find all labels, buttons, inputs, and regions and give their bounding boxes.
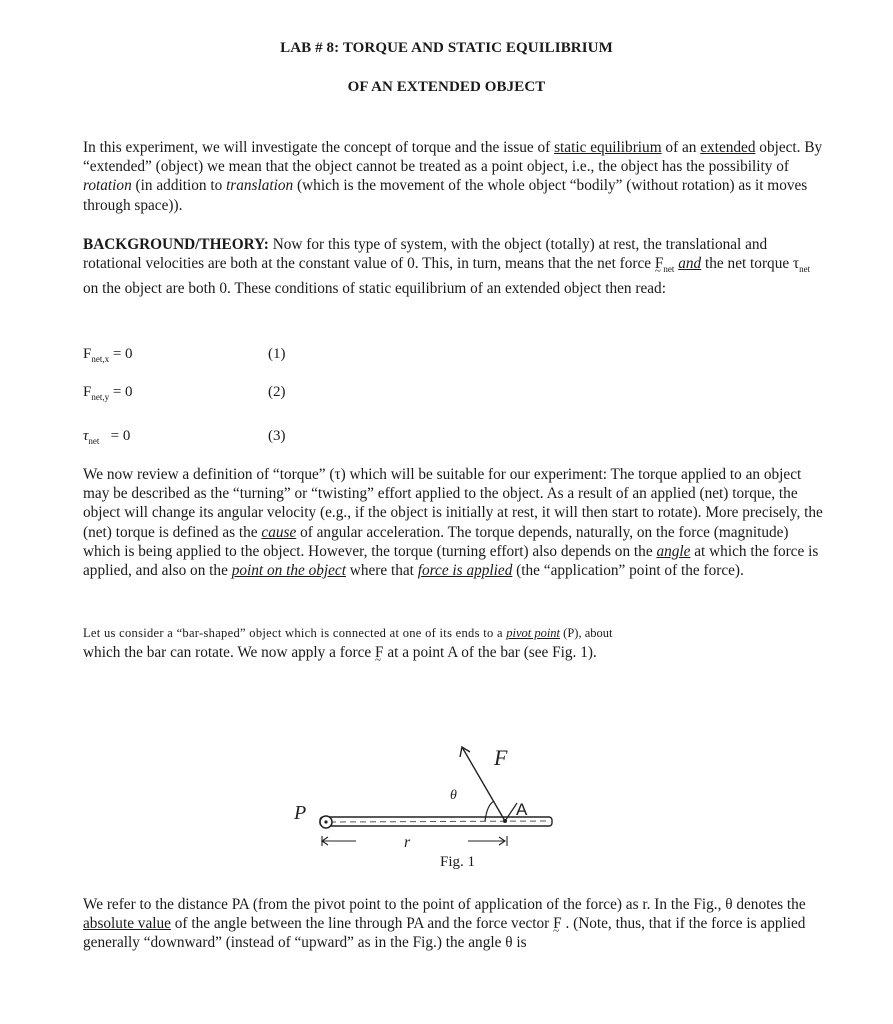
intro-text-5: (which is the movement of the whole object “bodily” (without rotation) as it moves through space)). (83, 177, 808, 214)
intro-underline-extended: extended (700, 139, 756, 156)
background-heading: BACKGROUND/THEORY: (83, 236, 269, 253)
background-text-2: the net torque (701, 255, 793, 273)
eq2-rhs: = 0 (112, 384, 133, 400)
torque-angle: angle (656, 542, 691, 560)
figure-1-diagram (280, 735, 580, 855)
figure-caption: Fig. 1 (440, 854, 476, 870)
fnet-subscript: net (663, 264, 675, 275)
pivot-center (324, 820, 327, 823)
label-f: F (494, 745, 508, 770)
background-text-1: Now for this type of system, with the object (totally) at rest, the translational and rotational velocities are both at the constant value of 0. This, in turn, means that the net force (83, 236, 768, 273)
eq3-rhs: = 0 (110, 428, 131, 444)
bar-force-symbol (375, 643, 384, 662)
torque-text-2: of angular acceleration. The torque depends, naturally, on the force (magnitude) which is being applied to the object. However, the torque (turning effort) also depends on the (83, 523, 789, 560)
intro-italic-translation: translation (226, 177, 294, 195)
torque-text-5: (the “application” point of the force). (512, 562, 744, 580)
intro-underline-static-equilibrium: static equilibrium (554, 139, 662, 156)
background-text-3: on the object are both 0. These conditions of static equilibrium of an extended object then read: (83, 280, 666, 298)
last-absolute-value: absolute value (83, 915, 171, 933)
intro-paragraph (83, 138, 823, 215)
fnet-symbol (655, 254, 664, 273)
torque-point-on-object: point on the object (231, 562, 346, 580)
bar-text-4: at a point A of the bar (see Fig. 1). (383, 644, 597, 662)
tau-symbol: τ (792, 255, 800, 273)
bar-text-3: which the bar can rotate. We now apply a force (83, 644, 375, 662)
label-a: A (516, 800, 528, 819)
torque-text-1: We now review a definition of “torque” (τ) which will be suitable for our experiment: The torque applied to an object may be described as the “turning” or “twisting” effort applied to the object. As a result of an applied (net) torque, the object will change its angular velocity (e.g., if the object is initially at rest, it will then start to rotate). More precisely, the (net) torque is defined as the (83, 466, 823, 541)
background-and: and (678, 255, 702, 273)
eq2-number: (2) (268, 384, 286, 400)
label-p: P (294, 802, 307, 824)
angle-arc (485, 801, 494, 821)
last-text-3: . (Note, thus, that if the force is applied generally “downward” (instead of “upward” as in the Fig.) the angle θ is (83, 915, 806, 952)
bar-paragraph (83, 623, 823, 662)
last-force-symbol (553, 914, 562, 933)
bar-centerline (330, 821, 550, 822)
bar-force-letter: F (374, 644, 384, 662)
intro-italic-rotation: rotation (83, 177, 132, 195)
torque-text-4: where that (345, 562, 418, 580)
equation-1 (83, 346, 133, 364)
title-line-1: LAB # 8: TORQUE AND STATIC EQUILIBRIUM (280, 40, 613, 56)
eq3-symbol: τ (83, 428, 89, 444)
torque-definition-paragraph (83, 465, 823, 580)
torque-force-is-applied: force is applied (417, 562, 513, 580)
last-force-letter: F (553, 915, 562, 933)
bar-text-2: (P), about (560, 626, 613, 640)
intro-text-1: In this experiment, we will investigate the concept of torque and the issue of (83, 139, 555, 156)
eq1-subscript: net,x (91, 354, 110, 364)
eq2-subscript: net,y (91, 392, 110, 402)
fnet-letter: F (654, 255, 664, 273)
last-text-1: We refer to the distance PA (from the pivot point to the point of application of the force) as r. In the Fig., θ denotes the (83, 896, 806, 913)
intro-text-3: object. By “extended” (object) we mean that the object cannot be treated as a point object, i.e., the object has the possibility of (83, 139, 823, 176)
eq1-symbol: F (83, 346, 92, 362)
equation-2 (83, 384, 133, 402)
torque-cause: cause (261, 523, 297, 541)
intro-text-4: (in addition to (131, 177, 227, 195)
title-line-2: OF AN EXTENDED OBJECT (347, 79, 546, 95)
torque-text-3: at which the force is applied, and also on the (83, 542, 819, 580)
eq1-rhs: = 0 (112, 346, 133, 362)
bar-pivot-point: pivot point (506, 626, 561, 640)
label-theta: θ (450, 788, 457, 803)
last-text-2: of the angle between the line through PA and the force vector (170, 915, 554, 933)
last-paragraph (83, 895, 821, 953)
eq3-number: (3) (268, 428, 286, 444)
eq1-number: (1) (268, 346, 286, 362)
bar-text-1: Let us consider a “bar-shaped” object which is connected at one of its ends to a (83, 626, 507, 640)
tau-subscript: net (799, 264, 811, 275)
label-r: r (404, 834, 411, 851)
equation-3 (83, 428, 130, 446)
intro-text-2: of an (661, 139, 701, 156)
eq2-symbol: F (83, 384, 92, 400)
background-paragraph (83, 235, 823, 299)
eq3-subscript: net (88, 436, 100, 446)
